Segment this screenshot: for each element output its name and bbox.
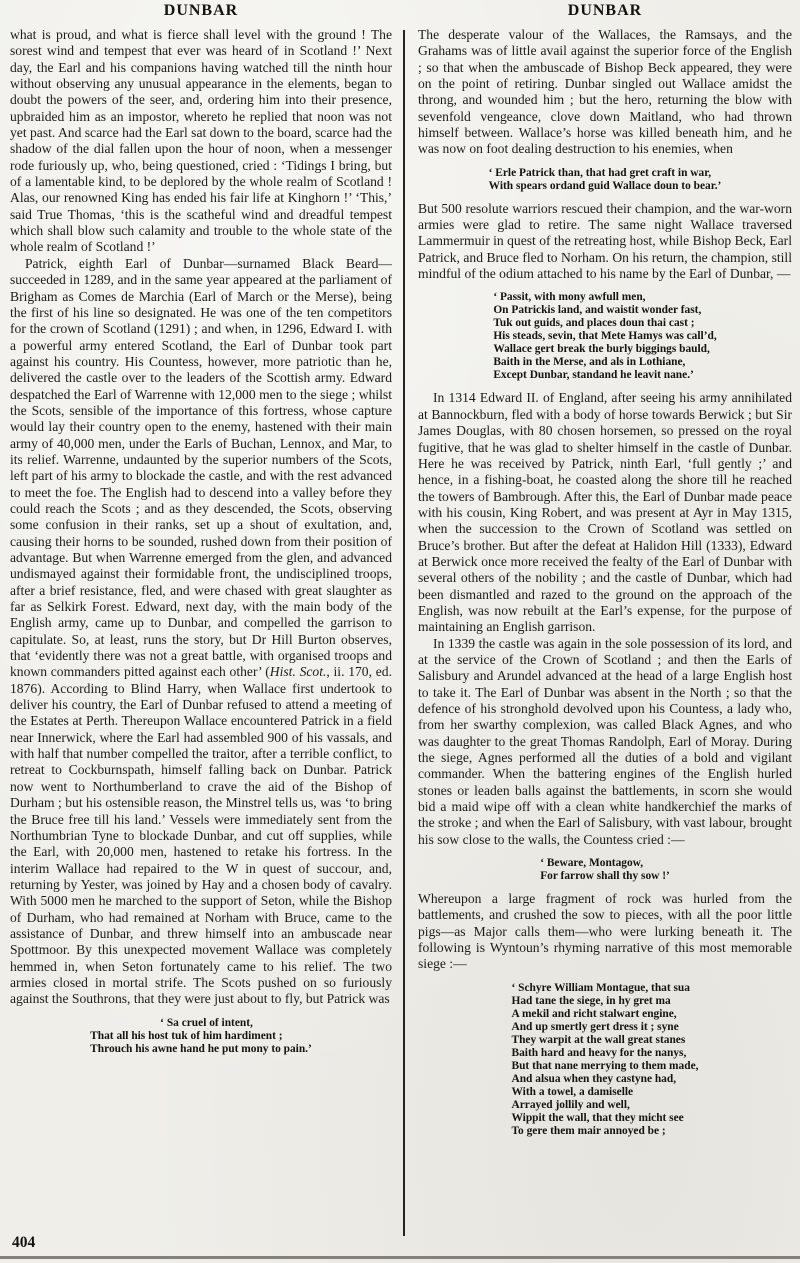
verse-line: For farrow shall thy sow !’ (540, 870, 670, 883)
paragraph: Whereupon a large fragment of rock was hurled from the battlements, and crushed the sow to pieces, with all the poor little pigs—as Major calls them—who were lurking beneath it. The following is Wyntoun’s rhyming narrative of this most memorable siege :— (418, 891, 792, 972)
running-head-right: DUNBAR (567, 2, 643, 19)
verse-line: Baith in the Merse, and als in Lothiane, (493, 356, 686, 369)
verse-line: Wippit the wall, that they micht see (511, 1111, 684, 1124)
paragraph (10, 256, 392, 1008)
verse-line: That all his host tuk of him hardiment ; (90, 1029, 283, 1042)
verse-line: They warpit at the wall great stanes (511, 1033, 686, 1046)
verse-line: To gere them mair annoyed be ; (511, 1124, 666, 1137)
verse-quotation (512, 982, 699, 1138)
verse-line: ‘ Beware, Montagow, (540, 857, 644, 870)
verse-quotation (489, 167, 722, 193)
verse-line: Had tane the siege, in hy gret ma (511, 994, 671, 1007)
verse-line: Tuk out guids, and places doun thai cast ; (493, 317, 695, 330)
paragraph: In 1339 the castle was again in the sole possession of its lord, and at the service of the Crown of Scotland ; and then the Earls of Salisbury and Arundel advanced at the head of a large English host to take it. The Earl of Dunbar was absent in the North ; so that the defence of his stronghold devolved upon his Countess, a lady who, from her swarthy complexion, was called Black Agnes, and who was daughter to the great Thomas Randolph, Earl of Moray. During the siege, Agnes performed all the duties of a bold and vigilant commander. When the battering engines of the English hurled stones or leaden balls against the battlements, in scorn she would bid a maid wipe off with a clean white handkerchief the marks of the stroke ; and when the Earl of Salisbury, with vast labour, brought his sow close to the walls, the Countess cried :— (418, 635, 792, 847)
verse-line: With spears ordand guid Wallace doun to bear.’ (488, 179, 722, 192)
verse-line: Wallace gert break the burly biggings bauld, (493, 343, 710, 356)
paragraph: But 500 resolute warriors rescued their champion, and the war-worn armies were glad to retire. The same night Wallace traversed Lammermuir in quest of the retreating host, while Bishop Beck, Earl Patrick, and Bruce fled to Norham. On his return, the champion, still mindful of the odium attached to his name by the Earl of Dunbar, — (418, 200, 792, 282)
verse-line: Arrayed jollily and well, (511, 1098, 630, 1111)
paragraph: what is proud, and what is fierce shall level with the ground ! The sorest wind and tempest that ever was heard of in Scotland !’ Next day, the Earl and his companions having watched till the ninth hour without observing any unusual appearance in the elements, began to doubt the powers of the seer, and, ordering him into their presence, upbraided him as an impostor, whereto he replied that noon was not yet past. And scarce had the Earl sat down to the board, scarce had the shadow of the dial fallen upon the hour of noon, when a messenger rode furiously up, who, being questioned, cried : ‘Tidings I bring, but of a lamentable kind, to be deplored by the whole realm of Scotland ! Alas, our renowned King has ended his fair life at Kinghorn !’ ‘This,’ said True Thomas, ‘this is the scatheful wind and dreadful tempest which shall blow such calamity and trouble to the whole state of the whole realm of Scotland !’ (10, 27, 392, 255)
verse-quotation (540, 857, 670, 883)
verse-line: ‘ Passit, with mony awfull men, (493, 291, 646, 304)
verse-line: Except Dunbar, standand he leavit nane.’ (493, 369, 694, 382)
paragraph-text: Patrick, eighth Earl of Dunbar—surnamed Black Beard—succeeded in 1289, and in the same year appeared at the parliament of Brigham as Comes de Marchia (Earl of March or the Merse), being the first of his line so designated. He was one of the ten competitors for the crown of Scotland (1291) ; and when, in 1296, Edward I. with a powerful army entered Scotland, the Earl of Dunbar took part against his country. His Countess, however, more patriotic than he, delivered the castle over to the leaders of the Scottish army. Edward despatched the Earl of Warrenne with 12,000 men to the siege ; whilst the Scots, sensible of the importance of this fortress, whose capture would lay their country open to the enemy, hastened with their main army of 40,000 men, under the Earls of Buchan, Lennox, and Mar, to its relief. Warrenne, undaunted by the superior numbers of the Scots, left part of his army to blockade the castle, and with the rest advanced to meet the foe. The English had to descend into a valley before they could reach the Scots ; and as they descended, the Scots, observing some confusion in their ranks, set up a shout of exultation, and, causing their horns to be sounded, rushed down from their position of advantage. But when Warrenne emerged from the glen, and advanced undismayed against their formidable front, the undisciplined troops, after a brief resistance, fled, and were chased with great slaughter as far as Selkirk Forest. Edward, next day, with the main body of the English army, came up to Dunbar, and compelled the garrison to capitulate. So, at least, runs the story, but Dr Hill Burton observes, that ‘evidently there was not a great battle, with organised troops and known commanders pitted against each other’ ( (10, 255, 392, 680)
verse-line: But that nane merrying to them made, (511, 1059, 699, 1072)
verse-quotation (493, 291, 716, 382)
verse-line: With a towel, a damiselle (511, 1085, 634, 1098)
verse-line: ‘ Sa cruel of intent, (160, 1016, 253, 1029)
verse-line: Baith hard and heavy for the nanys, (511, 1046, 687, 1059)
paragraph: In 1314 Edward II. of England, after seeing his army annihilated at Bannockburn, fled with a body of horse towards Berwick ; but Sir James Douglas, with 80 chosen horsemen, so pressed on the royal fugitive, that he was glad to shelter himself in the castle of Dunbar. Here he was received by Patrick, ninth Earl, ‘full gently ;’ and hence, in a fishing-boat, he coasted along the shore till he reached the towers of Bambrough. After this, the Earl of Dunbar made peace with his cousin, King Robert, and was present at Ayr in May 1315, when the succession to the Crown of Scotland was settled on Bruce’s brother. But after the defeat at Halidon Hill (1333), Edward at Berwick once more received the fealty of the Earl of Dunbar with several others of the nobility ; and the castle of Dunbar, which had been dismantled and razed to the ground on the approach of the English, was now rebuilt at the Earl’s expense, for the purpose of maintaining an English garrison. (418, 390, 792, 635)
verse-line: And up smertly gert dress it ; syne (511, 1020, 679, 1033)
text-column-right (418, 27, 792, 1249)
bottom-rule (0, 1256, 800, 1259)
verse-line: His steads, sevin, that Mete Hamys was call’d, (493, 330, 717, 343)
verse-line: ‘ Erle Patrick than, that had gret craft in war, (488, 166, 712, 179)
paragraph: The desperate valour of the Wallaces, the Ramsays, and the Grahams was of little avail against the superior force of the English ; so that when the ambuscade of Bishop Beck appeared, they were on the point of retiring. Dunbar singled out Wallace amidst the throng, and wounded him ; but the hero, returning the blow with sevenfold vengeance, clove down Maitland, who had thrown himself between. Wallace’s horse was killed beneath him, and he was now on foot dealing destruction to his enemies, when (418, 27, 792, 157)
text-column-left (10, 27, 392, 1255)
verse-line: On Patrickis land, and waistit wonder fast, (493, 304, 702, 317)
paragraph-text: , ii. 170, ed. 1876). According to Blind Harry, when Wallace first undertook to deliver his country, the Earl of Dunbar refused to attend a meeting of the Estates at Perth. Thereupon Wallace encountered Patrick in a field near Innerwick, where the Earl had assembled 900 of his vassals, and with half that number compelled the traitor, after a terrible conflict, to retreat to Cockburnspath, himself falling back on Dunbar. Patrick now went to Northumberland to crave the aid of the Bishop of Durham ; but his ostensible reason, the Minstrel tells us, was ‘to bring the Bruce free till his land.’ Vessels were immediately sent from the Northumbrian Tyne to blockade Dunbar, and cut off supplies, while the Earl, with 20,000 men, hastened to retake his fortress. In the interim Wallace had repaired to the W in quest of succour, and, returning by Yester, was joined by Hay and a chosen body of cavalry. With 5000 men he marched to the support of Seton, while the Bishop of Durham, who had remained at Norham with Bruce, came to the assistance of Dunbar, and threw himself into an ambuscade near Spottmoor. By this unexpected movement Wallace was completely hemmed in, when Seton fortunately came to his relief. The two armies closed in mortal strife. The Scots pushed on so furiously against the Southrons, that they were just about to fly, but Patrick was (10, 664, 392, 1007)
citation-italic: Hist. Scot. (269, 664, 327, 680)
verse-line: Throuch his awne hand he put mony to pain.’ (90, 1042, 312, 1055)
verse-quotation (90, 1017, 312, 1056)
page-number: 404 (12, 1234, 36, 1251)
verse-line: A mekil and richt stalwart engine, (511, 1007, 677, 1020)
verse-line: And alsua when they castyne had, (511, 1072, 677, 1085)
verse-line: ‘ Schyre William Montague, that sua (511, 981, 690, 994)
column-divider-rule (403, 30, 405, 1236)
running-head-left: DUNBAR (163, 2, 239, 19)
